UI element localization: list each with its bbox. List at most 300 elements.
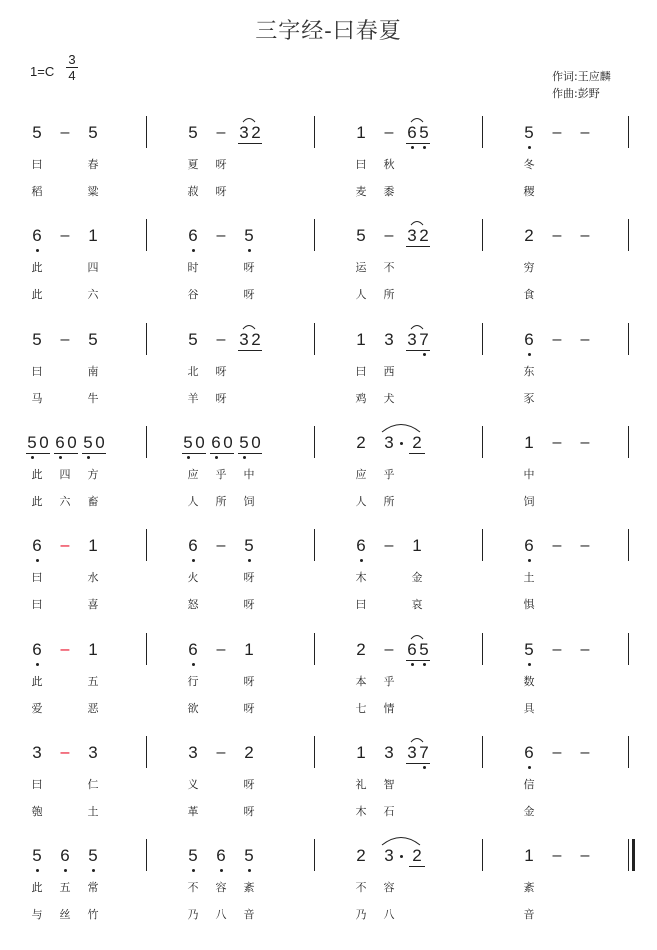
note: 6 (524, 536, 534, 555)
barline (146, 736, 147, 768)
low-octave-dot (243, 456, 246, 459)
note: 1 (356, 123, 366, 142)
time-signature-denominator: 4 (68, 68, 76, 83)
note: 5 (239, 433, 249, 452)
lyric-syllable: 木 (355, 805, 367, 818)
note: 0 (39, 433, 49, 452)
note: 5 (27, 433, 37, 452)
lyric-syllable: 金 (523, 805, 535, 818)
low-octave-dot (64, 869, 67, 872)
slur (410, 220, 424, 226)
barline (314, 529, 315, 561)
lyric-syllable: 土 (87, 805, 99, 818)
lyric-syllable: 与 (31, 908, 43, 921)
lyric-syllable: 具 (523, 702, 535, 715)
note: 6 (211, 433, 221, 452)
lyric-syllable: 呀 (215, 392, 227, 405)
lyric-syllable: 此 (31, 495, 43, 508)
lyric-syllable: 所 (383, 495, 395, 508)
low-octave-dot (411, 663, 414, 666)
lyric-syllable: 不 (355, 881, 367, 894)
lyric-syllable: 爱 (31, 702, 43, 715)
lyric-syllable: 曰 (31, 598, 43, 611)
note: 1 (88, 226, 98, 245)
lyric-syllable: 呀 (243, 261, 255, 274)
lyric-syllable: 豕 (523, 392, 535, 405)
lyric-syllable: 南 (87, 365, 99, 378)
lyric-syllable: 呀 (243, 778, 255, 791)
lyric-syllable: 金 (411, 571, 423, 584)
barline (146, 116, 147, 148)
note: 5 (419, 123, 429, 142)
lyric-syllable: 此 (31, 881, 43, 894)
lyric-syllable: 常 (87, 881, 99, 894)
lyric-syllable: 曰 (355, 365, 367, 378)
low-octave-dot (87, 456, 90, 459)
lyric-syllable: 曰 (31, 365, 43, 378)
eighth-underline (406, 246, 430, 247)
eighth-underline (406, 143, 430, 144)
note: 6 (188, 536, 198, 555)
dash: – (552, 641, 562, 658)
low-octave-dot (528, 353, 531, 356)
slur (380, 834, 422, 846)
lyric-syllable: 乎 (383, 675, 395, 688)
barline (314, 839, 315, 871)
lyric-syllable: 石 (383, 805, 395, 818)
note: 3 (407, 226, 417, 245)
low-octave-dot (528, 559, 531, 562)
lyric-syllable: 容 (383, 881, 395, 894)
barline (482, 633, 483, 665)
lyric-syllable: 粱 (87, 185, 99, 198)
low-octave-dot (192, 869, 195, 872)
note: 6 (524, 330, 534, 349)
note: 5 (188, 846, 198, 865)
low-octave-dot (192, 663, 195, 666)
lyric-syllable: 鸡 (355, 392, 367, 405)
note: 3 (384, 846, 394, 865)
note: 6 (407, 640, 417, 659)
note: 2 (356, 640, 366, 659)
note: 6 (188, 640, 198, 659)
note: 6 (524, 743, 534, 762)
lyric-syllable: 中 (243, 468, 255, 481)
slur (410, 634, 424, 640)
note: 1 (356, 743, 366, 762)
lyric-syllable: 紊 (523, 881, 535, 894)
lyric-syllable: 曰 (355, 158, 367, 171)
barline (146, 839, 147, 871)
dash: – (216, 227, 226, 244)
note: 5 (524, 640, 534, 659)
note: 5 (83, 433, 93, 452)
barline (628, 116, 629, 148)
slur (410, 117, 424, 123)
low-octave-dot (36, 249, 39, 252)
lyric-syllable: 仁 (87, 778, 99, 791)
eighth-underline (238, 143, 262, 144)
note: 5 (419, 640, 429, 659)
barline (146, 633, 147, 665)
lyric-syllable: 秋 (383, 158, 395, 171)
lyric-syllable: 饲 (243, 495, 255, 508)
note: 7 (419, 330, 429, 349)
low-octave-dot (215, 456, 218, 459)
lyric-syllable: 食 (523, 288, 535, 301)
barline (482, 323, 483, 355)
lyric-syllable: 冬 (523, 158, 535, 171)
eighth-underline (210, 453, 234, 454)
lyric-syllable: 此 (31, 288, 43, 301)
lyric-syllable: 礼 (355, 778, 367, 791)
note: 1 (88, 640, 98, 659)
dash: – (384, 641, 394, 658)
lyric-syllable: 丝 (59, 908, 71, 921)
red-dash: – (60, 537, 70, 554)
barline (628, 839, 629, 871)
lyric-syllable: 曰 (31, 158, 43, 171)
key-signature: 1=C (30, 64, 55, 79)
low-octave-dot (423, 146, 426, 149)
dash: – (60, 331, 70, 348)
eighth-underline (182, 453, 206, 454)
dash: – (552, 124, 562, 141)
lyric-syllable: 八 (215, 908, 227, 921)
augmentation-dot (400, 442, 403, 445)
dash: – (216, 744, 226, 761)
note: 2 (251, 123, 261, 142)
dash: – (384, 227, 394, 244)
eighth-underline (238, 350, 262, 351)
lyric-syllable: 四 (87, 261, 99, 274)
lyric-syllable: 土 (523, 571, 535, 584)
note: 5 (88, 846, 98, 865)
lyric-syllable: 犬 (383, 392, 395, 405)
lyric-syllable: 曰 (355, 598, 367, 611)
lyric-syllable: 哀 (411, 598, 423, 611)
note: 3 (239, 123, 249, 142)
lyric-syllable: 数 (523, 675, 535, 688)
low-octave-dot (411, 146, 414, 149)
eighth-underline (409, 866, 425, 867)
low-octave-dot (31, 456, 34, 459)
note: 5 (88, 330, 98, 349)
lyric-syllable: 行 (187, 675, 199, 688)
lyric-syllable: 呀 (215, 365, 227, 378)
low-octave-dot (192, 559, 195, 562)
note: 2 (251, 330, 261, 349)
lyric-syllable: 西 (383, 365, 395, 378)
note: 5 (524, 123, 534, 142)
eighth-underline (409, 453, 425, 454)
barline (482, 839, 483, 871)
dash: – (552, 434, 562, 451)
barline (146, 529, 147, 561)
final-barline (632, 839, 635, 871)
barline (314, 219, 315, 251)
lyric-syllable: 六 (59, 495, 71, 508)
lyric-syllable: 容 (215, 881, 227, 894)
lyric-syllable: 恶 (87, 702, 99, 715)
lyric-syllable: 惧 (523, 598, 535, 611)
lyric-syllable: 竹 (87, 908, 99, 921)
note: 1 (524, 433, 534, 452)
red-dash: – (60, 744, 70, 761)
note: 1 (524, 846, 534, 865)
dash: – (580, 537, 590, 554)
lyric-syllable: 马 (31, 392, 43, 405)
note: 5 (244, 846, 254, 865)
lyric-syllable: 稻 (31, 185, 43, 198)
note: 6 (407, 123, 417, 142)
note: 2 (412, 433, 422, 452)
note: 5 (188, 330, 198, 349)
barline (628, 529, 629, 561)
note: 6 (32, 226, 42, 245)
dash: – (60, 124, 70, 141)
lyric-syllable: 菽 (187, 185, 199, 198)
lyric-syllable: 木 (355, 571, 367, 584)
note: 2 (356, 846, 366, 865)
lyric-syllable: 所 (215, 495, 227, 508)
low-octave-dot (248, 249, 251, 252)
lyric-syllable: 音 (523, 908, 535, 921)
eighth-underline (26, 453, 50, 454)
lyric-syllable: 应 (355, 468, 367, 481)
lyric-syllable: 呀 (215, 158, 227, 171)
lyric-syllable: 呀 (215, 185, 227, 198)
dash: – (580, 744, 590, 761)
barline (482, 219, 483, 251)
lyric-syllable: 呀 (243, 675, 255, 688)
lyric-syllable: 乎 (215, 468, 227, 481)
lyric-syllable: 北 (187, 365, 199, 378)
dash: – (552, 227, 562, 244)
low-octave-dot (528, 146, 531, 149)
lyric-syllable: 不 (187, 881, 199, 894)
note: 2 (356, 433, 366, 452)
note: 6 (356, 536, 366, 555)
slur (380, 421, 422, 433)
low-octave-dot (59, 456, 62, 459)
note: 3 (239, 330, 249, 349)
low-octave-dot (36, 559, 39, 562)
note: 2 (412, 846, 422, 865)
low-octave-dot (36, 869, 39, 872)
lyric-syllable: 四 (59, 468, 71, 481)
lyric-syllable: 六 (87, 288, 99, 301)
dash: – (216, 641, 226, 658)
eighth-underline (82, 453, 106, 454)
lyric-syllable: 革 (187, 805, 199, 818)
lyric-syllable: 音 (243, 908, 255, 921)
dash: – (552, 331, 562, 348)
lyric-syllable: 此 (31, 468, 43, 481)
song-title: 三字经-曰春夏 (255, 19, 402, 44)
lyric-syllable: 麦 (355, 185, 367, 198)
note: 6 (216, 846, 226, 865)
note: 0 (95, 433, 105, 452)
dash: – (216, 124, 226, 141)
note: 6 (60, 846, 70, 865)
lyric-syllable: 东 (523, 365, 535, 378)
barline (146, 219, 147, 251)
note: 6 (188, 226, 198, 245)
low-octave-dot (360, 559, 363, 562)
dash: – (580, 847, 590, 864)
dash: – (580, 124, 590, 141)
note: 6 (32, 536, 42, 555)
low-octave-dot (220, 869, 223, 872)
lyric-syllable: 所 (383, 288, 395, 301)
lyric-syllable: 火 (187, 571, 199, 584)
note: 1 (356, 330, 366, 349)
barline (482, 529, 483, 561)
lyric-syllable: 畜 (87, 495, 99, 508)
dash: – (552, 537, 562, 554)
time-signature (66, 52, 78, 83)
note: 0 (223, 433, 233, 452)
eighth-underline (406, 350, 430, 351)
note: 5 (244, 226, 254, 245)
dash: – (60, 227, 70, 244)
lyric-syllable: 人 (355, 288, 367, 301)
low-octave-dot (528, 766, 531, 769)
barline (628, 426, 629, 458)
note: 3 (32, 743, 42, 762)
low-octave-dot (92, 869, 95, 872)
note: 0 (251, 433, 261, 452)
dash: – (216, 537, 226, 554)
note: 0 (195, 433, 205, 452)
note: 2 (244, 743, 254, 762)
barline (314, 736, 315, 768)
slur (242, 324, 256, 330)
dash: – (384, 124, 394, 141)
barline (628, 736, 629, 768)
lyric-syllable: 七 (355, 702, 367, 715)
lyric-syllable: 乃 (187, 908, 199, 921)
lyric-syllable: 谷 (187, 288, 199, 301)
lyric-syllable: 水 (87, 571, 99, 584)
lyric-syllable: 牛 (87, 392, 99, 405)
barline (628, 633, 629, 665)
dash: – (384, 537, 394, 554)
lyric-syllable: 呀 (243, 288, 255, 301)
eighth-underline (406, 660, 430, 661)
note: 3 (407, 743, 417, 762)
barline (314, 323, 315, 355)
note: 5 (244, 536, 254, 555)
note: 3 (407, 330, 417, 349)
augmentation-dot (400, 855, 403, 858)
slur (410, 324, 424, 330)
note: 3 (188, 743, 198, 762)
lyric-syllable: 穷 (523, 261, 535, 274)
lyric-syllable: 人 (355, 495, 367, 508)
lyric-syllable: 八 (383, 908, 395, 921)
barline (146, 426, 147, 458)
lyric-syllable: 呀 (243, 702, 255, 715)
dash: – (580, 434, 590, 451)
note: 6 (55, 433, 65, 452)
note: 5 (32, 330, 42, 349)
lyric-syllable: 呀 (243, 805, 255, 818)
note: 2 (419, 226, 429, 245)
low-octave-dot (423, 353, 426, 356)
barline (628, 323, 629, 355)
low-octave-dot (248, 869, 251, 872)
note: 5 (32, 846, 42, 865)
barline (314, 633, 315, 665)
lyric-syllable: 信 (523, 778, 535, 791)
slur (410, 737, 424, 743)
note: 3 (384, 743, 394, 762)
dash: – (216, 331, 226, 348)
lyric-syllable: 本 (355, 675, 367, 688)
note: 7 (419, 743, 429, 762)
low-octave-dot (528, 663, 531, 666)
note: 6 (32, 640, 42, 659)
lyric-syllable: 喜 (87, 598, 99, 611)
low-octave-dot (248, 559, 251, 562)
lyric-syllable: 欲 (187, 702, 199, 715)
note: 1 (244, 640, 254, 659)
slur (242, 117, 256, 123)
lyric-syllable: 义 (187, 778, 199, 791)
note: 5 (88, 123, 98, 142)
lyric-syllable: 不 (383, 261, 395, 274)
low-octave-dot (36, 663, 39, 666)
lyric-syllable: 稷 (523, 185, 535, 198)
lyric-syllable: 乃 (355, 908, 367, 921)
lyric-syllable: 运 (355, 261, 367, 274)
barline (482, 426, 483, 458)
dash: – (580, 227, 590, 244)
lyric-syllable: 智 (383, 778, 395, 791)
lyric-syllable: 羊 (187, 392, 199, 405)
barline (314, 426, 315, 458)
note: 5 (188, 123, 198, 142)
low-octave-dot (423, 663, 426, 666)
lyric-syllable: 五 (87, 675, 99, 688)
eighth-underline (406, 763, 430, 764)
lyric-syllable: 人 (187, 495, 199, 508)
lyric-syllable: 饲 (523, 495, 535, 508)
note: 5 (183, 433, 193, 452)
lyricist-credit: 作词:王应麟 (552, 70, 611, 83)
lyric-syllable: 黍 (383, 185, 395, 198)
note: 0 (67, 433, 77, 452)
lyric-syllable: 乎 (383, 468, 395, 481)
barline (314, 116, 315, 148)
lyric-syllable: 匏 (31, 805, 43, 818)
lyric-syllable: 中 (523, 468, 535, 481)
dash: – (552, 847, 562, 864)
time-signature-numerator: 3 (66, 52, 78, 68)
lyric-syllable: 曰 (31, 571, 43, 584)
lyric-syllable: 方 (87, 468, 99, 481)
low-octave-dot (187, 456, 190, 459)
note: 5 (356, 226, 366, 245)
dash: – (552, 744, 562, 761)
lyric-syllable: 五 (59, 881, 71, 894)
red-dash: – (60, 641, 70, 658)
lyric-syllable: 时 (187, 261, 199, 274)
low-octave-dot (423, 766, 426, 769)
lyric-syllable: 此 (31, 675, 43, 688)
